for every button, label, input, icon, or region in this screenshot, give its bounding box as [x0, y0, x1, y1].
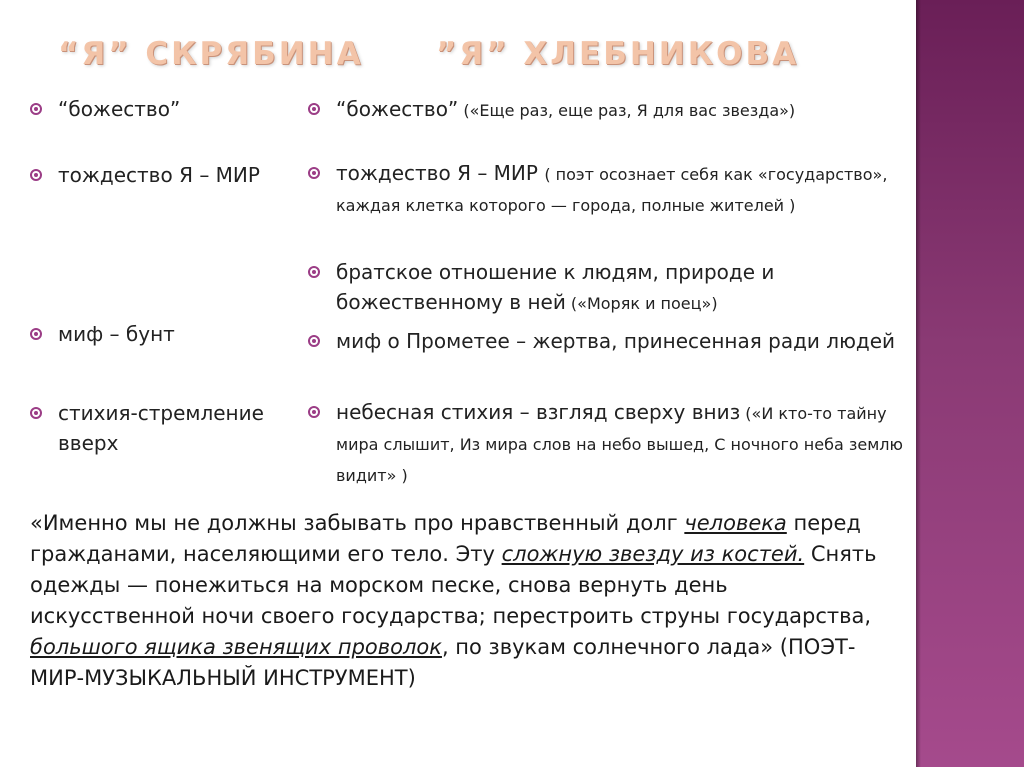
quote-text: «Именно мы не должны забывать про нравственный долг: [30, 511, 685, 535]
left-item-deity: [30, 94, 328, 124]
bullet-icon: [30, 169, 42, 181]
right-item-identity: [308, 158, 916, 220]
right-item-note: («Моряк и поец»): [565, 294, 718, 313]
bullet-icon: [30, 328, 42, 340]
right-item-heavenly: [308, 397, 916, 490]
bullet-icon: [308, 266, 320, 278]
quote-emphasis: человека: [684, 511, 787, 535]
left-column-title: “Я” СКРЯБИНА: [58, 36, 364, 72]
left-item-element: [30, 398, 328, 458]
right-item-note: («Еще раз, еще раз, Я для вас звезда»): [458, 101, 796, 120]
right-item-main: миф о Прометее – жертва, принесенная ради людей: [336, 329, 896, 353]
right-item-main: небесная стихия – взгляд сверху вниз: [336, 400, 741, 424]
left-item-text: тождество Я – МИР: [58, 163, 260, 187]
quote-text: перед гражданами, населяющими его тело. Эту: [30, 511, 861, 566]
quote-emphasis: сложную звезду из костей.: [501, 542, 805, 566]
quote-text: , по звукам солнечного лада» (ПОЭТ-МИР-МУЗЫКАЛЬНЫЙ ИНСТРУМЕНТ): [30, 635, 856, 690]
bullet-icon: [308, 335, 320, 347]
right-item-note: («И кто-то тайну мира слышит, Из мира слов на небо вышед, С ночного неба землю видит» ): [336, 404, 903, 485]
bullet-icon: [308, 167, 320, 179]
khlebnikov-quote: [30, 508, 880, 694]
right-item-main: братское отношение к людям, природе и божественному в ней: [336, 260, 775, 314]
left-item-text: “божество”: [58, 97, 181, 121]
right-item-main: тождество Я – МИР: [336, 161, 545, 185]
left-item-identity: [30, 160, 328, 190]
quote-emphasis: большого ящика звенящих проволок: [30, 635, 442, 659]
bullet-icon: [308, 406, 320, 418]
bullet-icon: [30, 407, 42, 419]
bullet-icon: [30, 103, 42, 115]
right-item-note: ( поэт осознает себя как «государство», каждая клетка которого — города, полные жителей ): [336, 165, 888, 215]
right-item-prometheus: [308, 326, 916, 357]
right-item-brotherly: [308, 257, 916, 318]
right-column-title: ”Я” ХЛЕБНИКОВА: [436, 36, 800, 72]
left-item-text: стихия-стремление вверх: [58, 401, 264, 455]
left-item-myth: [30, 319, 328, 349]
right-item-main: “божество”: [336, 97, 459, 121]
decorative-sidebar: [916, 0, 1024, 767]
right-item-deity: [308, 94, 916, 125]
bullet-icon: [308, 103, 320, 115]
quote-text: Снять одежды — понежиться на морском песке, снова вернуть день искусственной ночи своего государства; перестроить струны государства,: [30, 542, 877, 628]
left-item-text: миф – бунт: [58, 322, 175, 346]
